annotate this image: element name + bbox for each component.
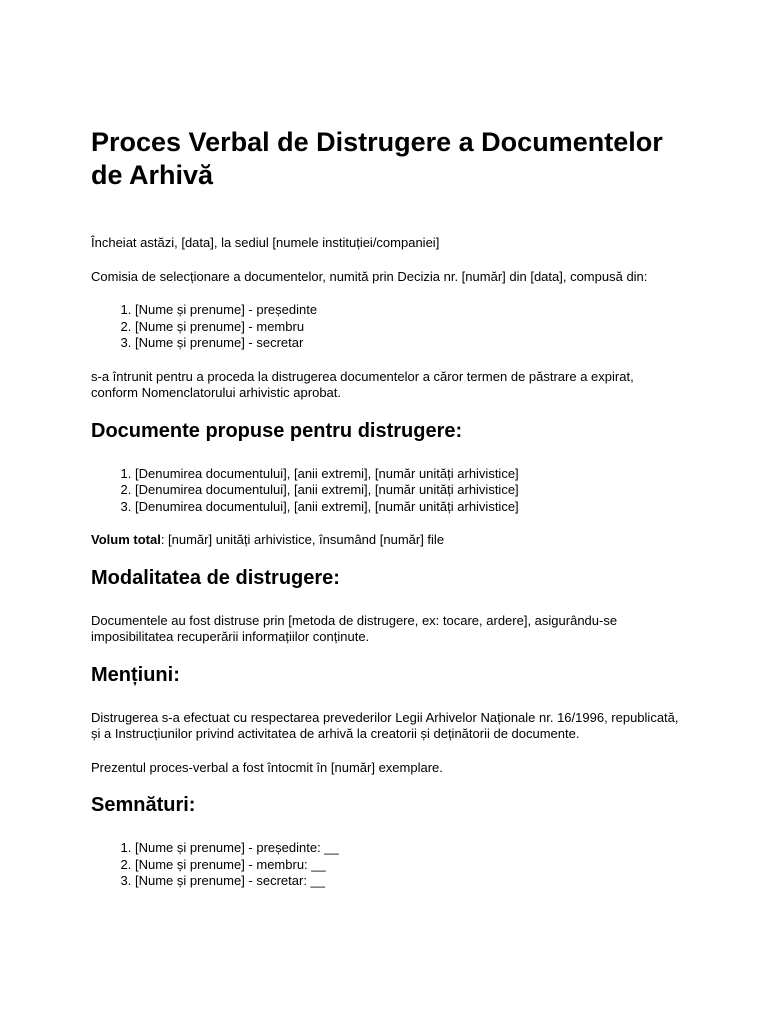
signature-item: 2. [Nume și prenume] - membru: __ [135, 857, 681, 874]
document-body [91, 126, 681, 907]
document-item: 2. [Denumirea documentului], [anii extremi], [număr unități arhivistice] [135, 482, 681, 499]
document-title: Proces Verbal de Distrugere a Documentelor de Arhivă [91, 127, 663, 190]
documents-heading: Documente propuse pentru distrugere: [91, 419, 463, 442]
gathered-paragraph: s-a întrunit pentru a proceda la distrugerea documentelor a căror termen de păstrare a expirat, conform Nomenclatorului arhivistic aprobat. [91, 368, 634, 400]
document-item: 1. [Denumirea documentului], [anii extremi], [număr unități arhivistice] [135, 466, 681, 483]
member-item: 3. [Nume și prenume] - secretar [135, 335, 681, 352]
notes-paragraph-1: Distrugerea s-a efectuat cu respectarea prevederilor Legii Arhivelor Naționale nr. 16/1996, republicată, și a Instrucțiunilor privind activitatea de arhivă la creatorii și deținătorii de documente. [91, 709, 679, 741]
commission-paragraph: Comisia de selecționare a documentelor, numită prin Decizia nr. [număr] din [data], compusă din: [91, 268, 648, 284]
volume-paragraph [91, 532, 681, 549]
signature-item: 3. [Nume și prenume] - secretar: __ [135, 873, 681, 890]
members-list [91, 302, 681, 352]
documents-list [91, 466, 681, 516]
notes-heading: Mențiuni: [91, 663, 180, 686]
volume-label: Volum total [91, 532, 161, 547]
signatures-list [91, 840, 681, 890]
document-item: 3. [Denumirea documentului], [anii extremi], [număr unități arhivistice] [135, 499, 681, 516]
method-paragraph: Documentele au fost distruse prin [metoda de distrugere, ex: tocare, ardere], asigurându-se imposibilitatea recuperării informațiilor conținute. [91, 612, 618, 644]
signatures-heading: Semnături: [91, 794, 196, 816]
signature-item: 1. [Nume și prenume] - președinte: __ [135, 840, 681, 857]
method-heading: Modalitatea de distrugere: [91, 566, 340, 589]
notes-paragraph-2: Prezentul proces-verbal a fost întocmit în [număr] exemplare. [91, 759, 443, 775]
member-item: 2. [Nume și prenume] - membru [135, 319, 681, 336]
intro-paragraph: Încheiat astăzi, [data], la sediul [numele instituției/companiei] [91, 235, 440, 250]
volume-text: : [număr] unități arhivistice, însumând [număr] file [160, 532, 445, 547]
member-item: 1. [Nume și prenume] - președinte [135, 302, 681, 319]
